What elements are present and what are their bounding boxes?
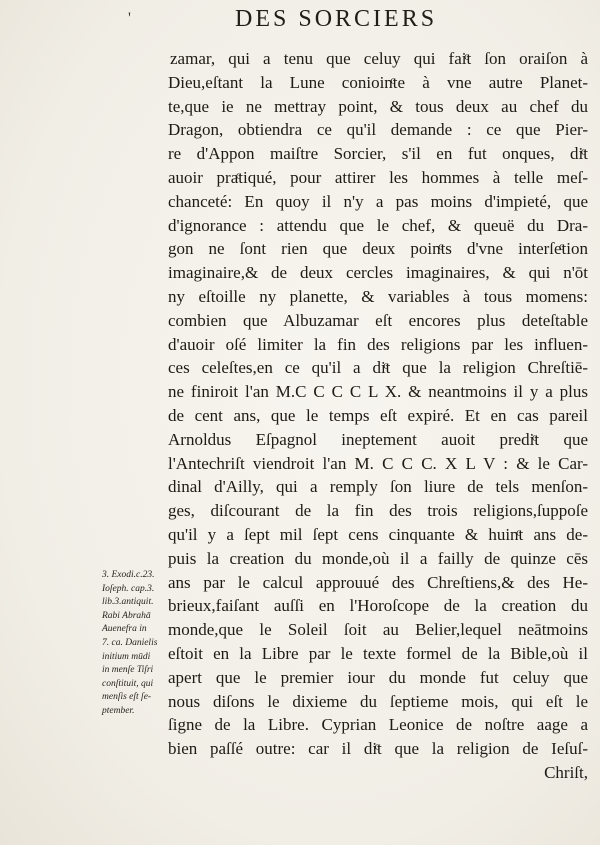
text-line: gon ne ſont rien que deux poinͨts d'vne interſeͨtion — [168, 239, 588, 259]
margin-note-line: in menſe Tiſri — [102, 665, 154, 676]
text-line: qu'il y a ſept mil ſept cens cinquante & huinͨt ans de- — [168, 524, 588, 544]
text-line: dinal d'Ailly, qui a remply ſon liure de tels menſon- — [168, 477, 588, 497]
text-line: ges, diſcourant de la fin des trois religions,ſuppoſe — [168, 501, 588, 521]
text-line: te,que ie ne mettray point, & tous deux au chef du — [168, 96, 588, 116]
text-line: re d'Appon maiſtre Sorcier, s'il en fut onques, diͨt — [168, 144, 588, 164]
text-line: ny eſtoille ny planette, & variables à tous momens: — [168, 286, 588, 306]
text-line: de cent ans, que le temps eſt expiré. Et en cas pareil — [168, 405, 588, 425]
margin-notes — [102, 569, 172, 719]
margin-note-line: 3. Exodi.c.23. — [102, 570, 155, 580]
text-line: imaginaire,& de deux cercles imaginaires, & qui n'ōt — [168, 263, 588, 283]
text-line: eſtoit en la Libre par le texte formel de la Bible,où il — [168, 643, 588, 663]
text-line: Arnoldus Eſpagnol ineptement auoit prediͨt que — [168, 429, 588, 449]
margin-note-line: Auenefra in — [102, 624, 147, 635]
text-line: d'auoir oſé limiter la fin des religions par les influen- — [168, 334, 588, 354]
running-head: DES SORCIERS — [235, 6, 438, 32]
text-line: apert que le premier iour du monde fut celuy que — [168, 667, 588, 687]
text-line: ne finiroit l'an M.C C C C L X. & neantmoins il y a plus — [168, 382, 588, 402]
text-line: puis la creation du monde,où il a failly de quinze cēs — [168, 548, 588, 568]
margin-note-line: Rabi Abrahā — [102, 610, 151, 621]
page-mark: ' — [128, 10, 131, 27]
body-text — [168, 47, 588, 785]
text-line: ſigne de la Libre. Cyprian Leonice de noſtre aage a — [168, 715, 588, 735]
text-line: chanceté: En quoy il n'y a pas moins d'impieté, que — [168, 191, 588, 211]
text-line: bien paſſé outre: car il diͨt que la religion de Ieſuſ- — [168, 739, 588, 759]
text-line: nous diſons le dixieme du ſeptieme mois, qui eſt le — [168, 691, 588, 711]
margin-note-line: ptember. — [102, 705, 135, 716]
text-line: combien que Albuzamar eſt encores plus deteſtable — [168, 310, 588, 330]
text-line: ans par le calcul approuué des Chreſtiens,& des He- — [168, 572, 588, 592]
margin-note-line: menſis eſt ſe- — [102, 692, 152, 703]
margin-note-line: 7. ca. Danielis — [102, 637, 158, 648]
text-line: zamar, qui a tenu que celuy qui faiͨt ſon oraiſon à — [170, 49, 588, 68]
text-line: monde,que le Soleil ſoit au Belier,lequel neātmoins — [168, 620, 588, 640]
text-line: Dieu,eſtant la Lune conioinͨte à vne autre Planet- — [168, 72, 588, 92]
text-line: auoir praͨtiqué, pour attirer les hommes à telle meſ- — [168, 167, 588, 187]
text-line: Chriſt, — [544, 762, 588, 782]
text-line: Dragon, obtiendra ce qu'il demande : ce que Pier- — [168, 120, 588, 140]
text-line: ces celeſtes,en ce qu'il a diͨt que la religion Chreſtiē- — [168, 358, 588, 378]
margin-note-line: Ioſeph. cap.3. — [102, 583, 155, 594]
margin-note-line: initium mūdi — [102, 651, 151, 662]
margin-note-line: conſtituit, qui — [102, 678, 154, 689]
text-line: l'Antechriſt viendroit l'an M. C C C. X L V : & le Car- — [168, 453, 588, 473]
text-line: brieux,faiſant auſſi en l'Horoſcope de la creation du — [168, 596, 588, 616]
margin-note-line: lib.3.antiquit. — [102, 597, 154, 608]
text-line: d'ignorance : attendu que le chef, & queuë du Dra- — [168, 215, 588, 235]
